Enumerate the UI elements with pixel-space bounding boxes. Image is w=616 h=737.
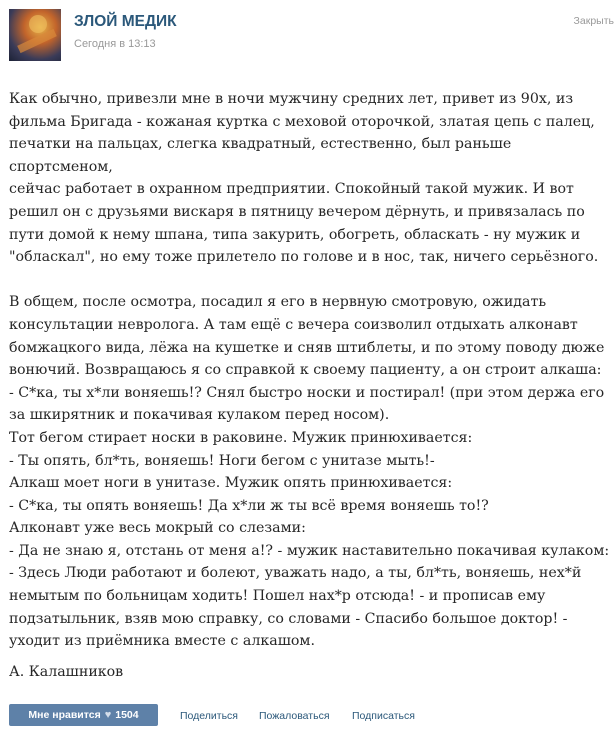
like-count: 1504 [115,709,139,721]
group-name-link[interactable]: ЗЛОЙ МЕДИК [74,13,177,30]
post-timestamp[interactable]: Сегодня в 13:13 [74,38,156,50]
post-author: А. Калашников [9,664,124,680]
subscribe-link[interactable]: Подписаться [352,710,415,722]
post-header [0,0,616,70]
like-label: Мне нравится [28,709,101,721]
group-avatar[interactable] [9,9,61,61]
share-link[interactable]: Поделиться [180,710,238,722]
post-paragraph-1: Как обычно, привезли мне в ночи мужчину средних лет, привет из 90х, из фильма Бригада - кожаная куртка с меховой оторочкой, златая цепь с палец, печатки на пальцах, слегка квадратный, естественно, был раньше спортсменом, сейчас работает в охранном предприятии. Спокойный такой мужик. И вот решил он с друзьями вискаря в пятницу вечером дёрнуть, и привязалась по пути домой к нему шпана, типа закурить, обогреть, обласкать - ну мужик и "обласкал", но ему тоже прилетело по голове и в нос, так, ничего серьёзного. [9,91,599,266]
post-paragraph-2: В общем, после осмотра, посадил я его в нервную смотровую, ожидать консультации невролога. А там ещё с вечера соизволил отдыхать алконавт бомжацкого вида, лёжа на кушетке и сняв штиблеты, и по этому поводу дюже вонючий. Возвращаюсь я со справкой к своему пациенту, а он строит алкаша: - С*ка, ты х*ли воняешь!? Снял быстро носки и постирал! (при этом держа его за шкирятник и покачивая кулаком перед носом). Тот бегом стирает носки в раковине. Мужик принюхивается: - Ты опять, бл*ть, воняешь! Ноги бегом с унитазе мыть!- Алкаш моет ноги в унитазе. Мужик опять принюхивается: - С*ка, ты опять воняешь! Да х*ли ж ты всё время воняешь то!? Алконавт уже весь мокрый со слезами: - Да не знаю я, отстань от меня а!? - мужик наставительно покачивая кулаком: - Здесь Люди работают и болеют, уважать надо, а ты, бл*ть, воняешь, нех*й немытым по больницам ходить! Пошел нах*р отсюда! - и прописав ему подзатыльник, взяв мою справку, со словами - Спасибо большое доктор! - уходит из приёмника вместе с алкашом. [9,294,610,650]
post-body [9,88,614,653]
report-link[interactable]: Пожаловаться [259,710,330,722]
like-button[interactable] [9,704,158,726]
post-footer [0,700,616,737]
close-link[interactable]: Закрыть [573,15,614,27]
paragraph-gap [9,269,614,292]
avatar-art-highlight [29,15,47,33]
heart-icon: ♥ [104,709,112,721]
